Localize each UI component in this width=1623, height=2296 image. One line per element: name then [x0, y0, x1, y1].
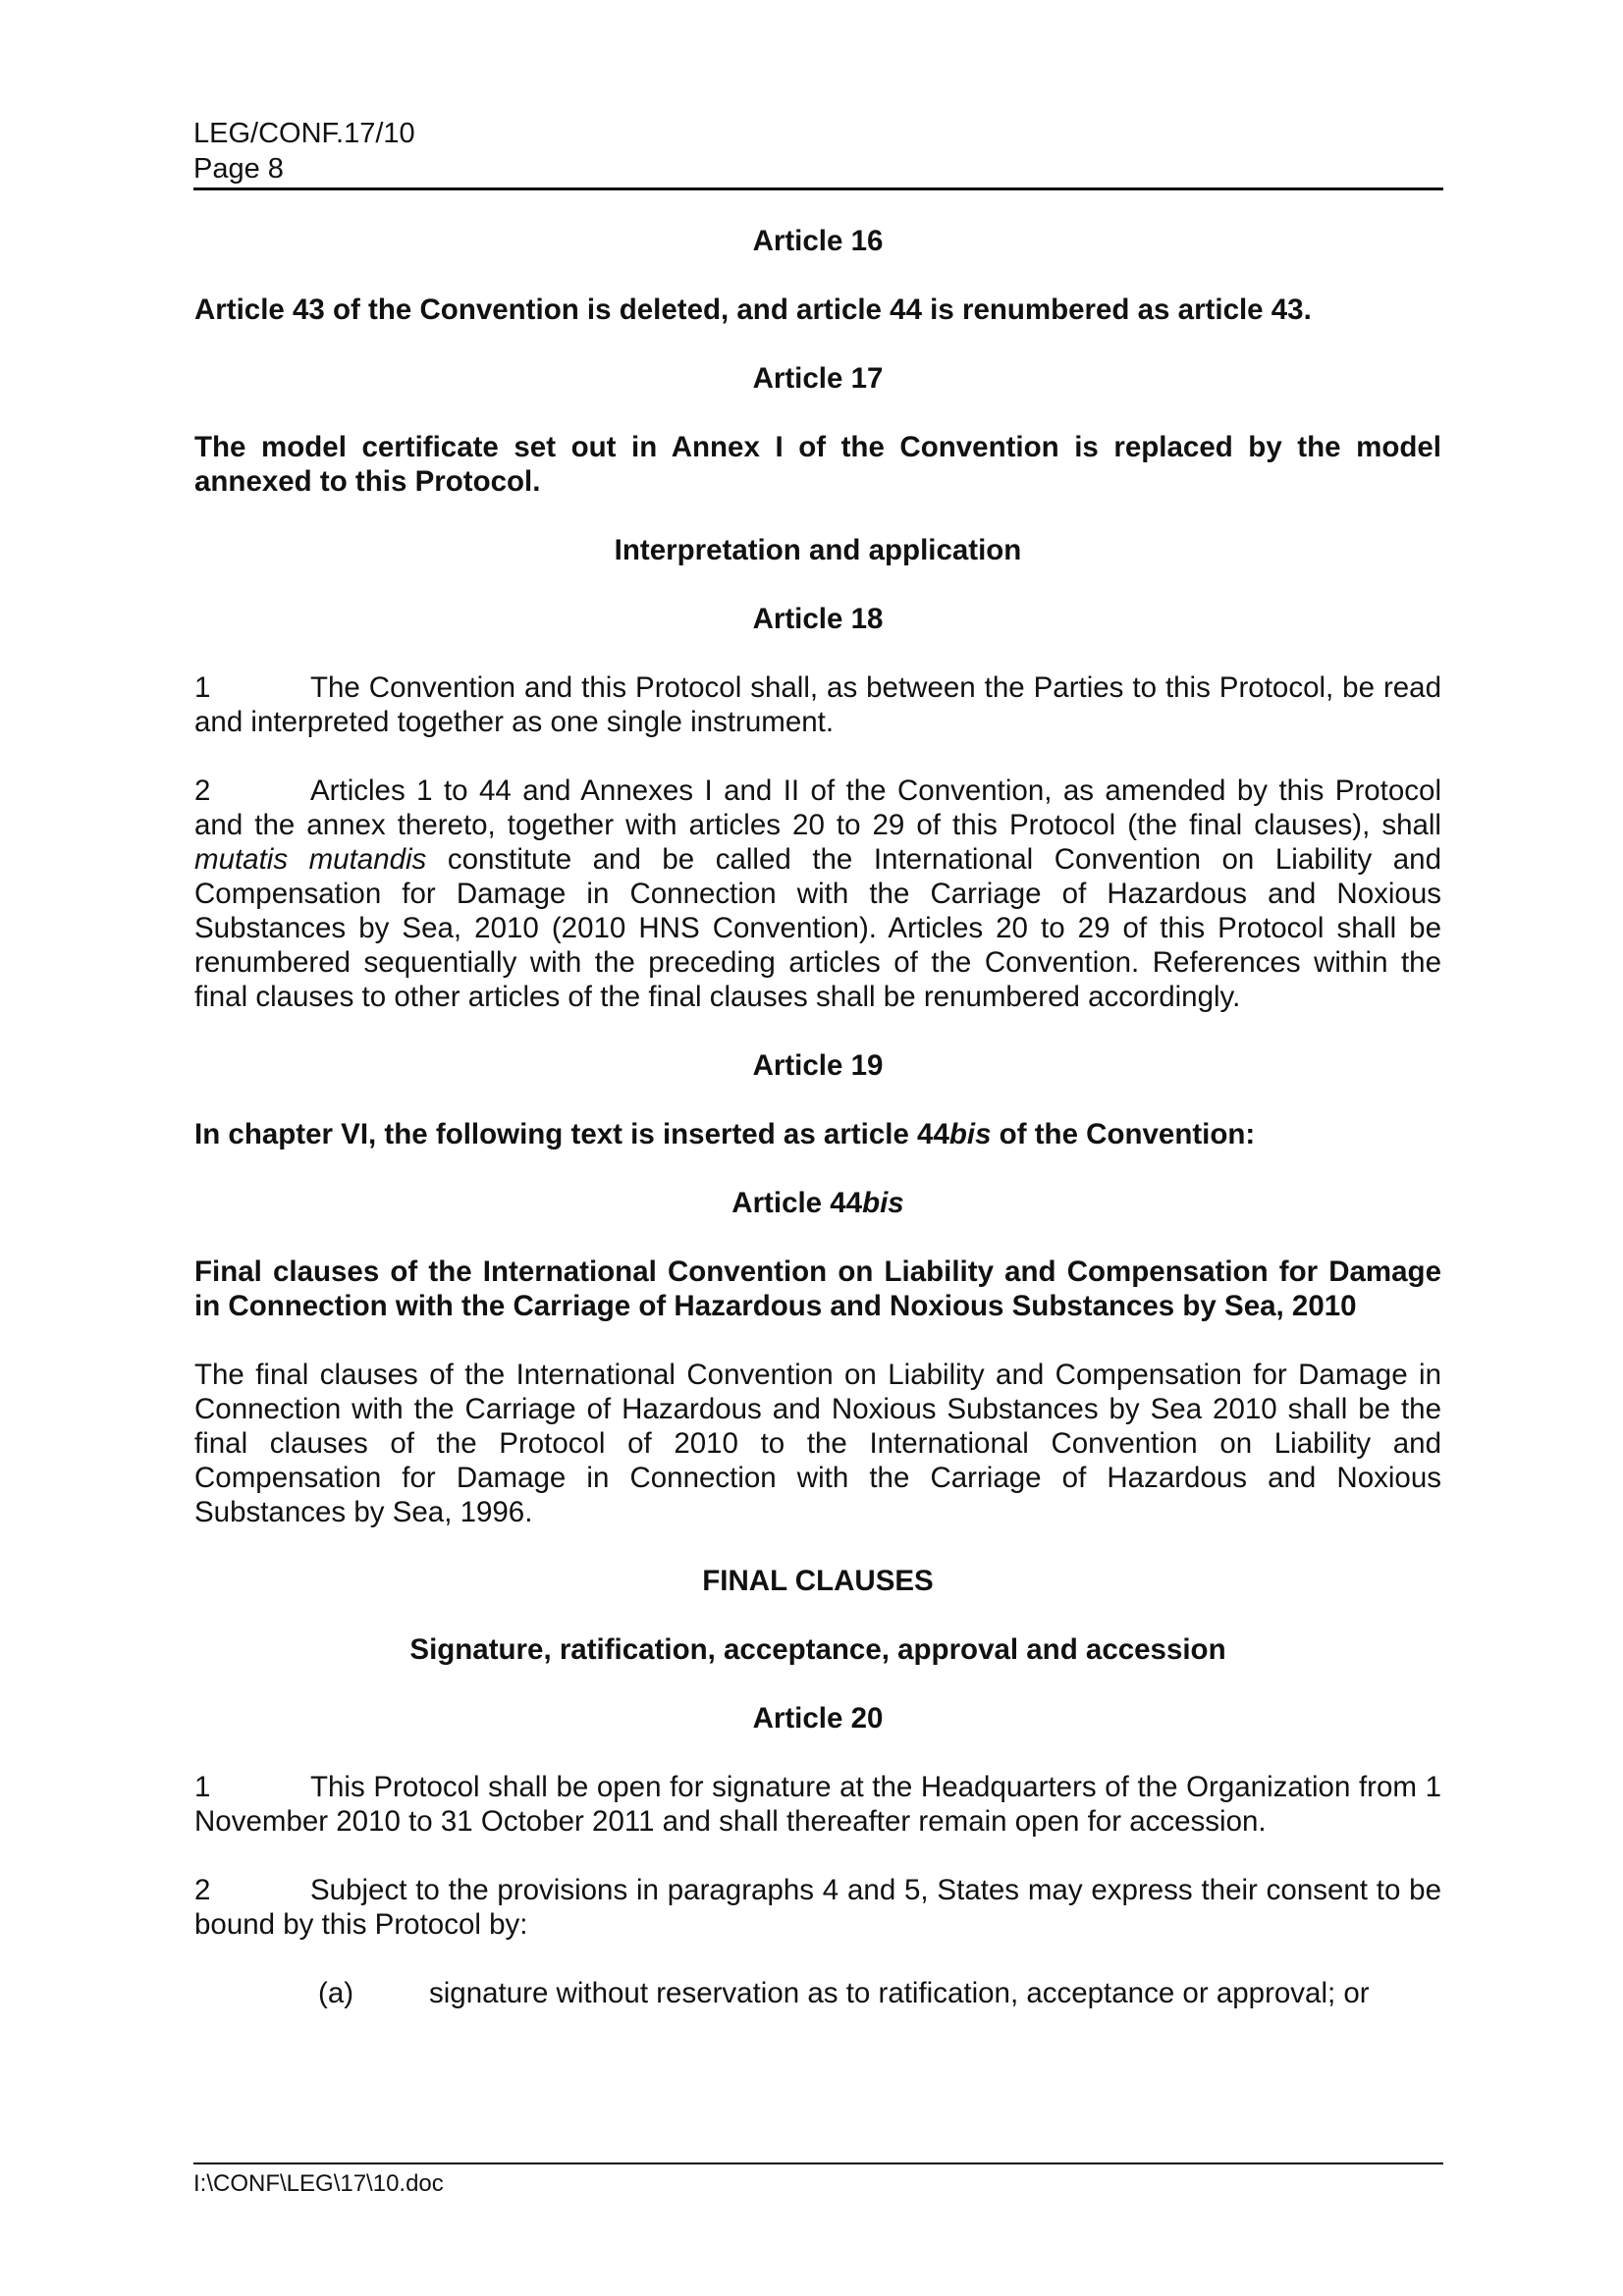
article-18-heading: Article 18 — [752, 603, 884, 635]
signature-heading: Signature, ratification, acceptance, approval and accession — [409, 1633, 1226, 1666]
paragraph-text-part-1: Articles 1 to 44 and Annexes I and II of the Convention, as amended by this Protocol and the annex thereto, together with articles 20 to 29 of this Protocol (the final clauses), shall — [194, 774, 1441, 841]
header-divider — [193, 187, 1443, 190]
article-20-heading: Article 20 — [752, 1702, 884, 1735]
footer-divider — [193, 2163, 1443, 2164]
paragraph-text: Subject to the provisions in paragraphs 4 and 5, States may express their consent to be bound by this Protocol by: — [194, 1874, 1441, 1941]
final-clauses-heading: FINAL CLAUSES — [702, 1565, 934, 1597]
article-44bis-heading — [194, 1186, 1441, 1220]
article-20-item-a — [194, 1976, 1441, 2010]
item-label: (a) — [318, 1977, 354, 2009]
paragraph-text-part-2: constitute and be called the International Convention on Liability and Compensation for Damage in Connection with the Carriage of Hazardous and Noxious Substances by Sea, 2010 (2010 HNS Convention). Articles 20 to 29 of this Protocol shall be renumbered sequentially with the preceding articles of the Convention. References within the final clauses to other articles of the final clauses shall be renumbered accordingly. — [194, 843, 1441, 1013]
item-text: signature without reservation as to ratification, acceptance or approval; or — [429, 1977, 1370, 2009]
article-16-heading: Article 16 — [752, 225, 884, 257]
article-44bis-title: Final clauses of the International Convention on Liability and Compensation for Damage in Connection with the Carriage of Hazardous and Noxious Substances by Sea, 2010 — [194, 1255, 1441, 1322]
document-body — [194, 224, 1441, 2045]
latin-phrase: mutatis mutandis — [194, 843, 427, 876]
article-16-text: Article 43 of the Convention is deleted, and article 44 is renumbered as article 43. — [194, 294, 1312, 326]
article-19-heading: Article 19 — [752, 1049, 884, 1082]
paragraph-number: 1 — [194, 1771, 211, 1803]
bis-suffix: bis — [948, 1118, 992, 1150]
article-18-paragraph-1 — [194, 670, 1441, 739]
article-19-text-part-2: of the Convention: — [991, 1118, 1256, 1150]
footer-file-path: I:\CONF\LEG\17\10.doc — [193, 2170, 444, 2197]
paragraph-number: 2 — [194, 1874, 211, 1906]
article-19-text — [194, 1117, 1441, 1151]
article-17-heading: Article 17 — [752, 362, 884, 395]
paragraph-text: This Protocol shall be open for signature at the Headquarters of the Organization from 1 November 2010 to 31 October 2011 and shall thereafter remain open for accession. — [194, 1771, 1441, 1838]
heading-text: Article 44 — [731, 1187, 863, 1219]
page-header — [193, 116, 415, 187]
article-18-paragraph-2 — [194, 774, 1441, 1014]
interpretation-heading: Interpretation and application — [614, 534, 1022, 566]
article-19-text-part-1: In chapter VI, the following text is inserted as article 44 — [194, 1118, 949, 1150]
paragraph-number: 1 — [194, 671, 211, 704]
page-number: Page 8 — [193, 153, 284, 185]
article-17-text: The model certificate set out in Annex I of the Convention is replaced by the model annexed to this Protocol. — [194, 431, 1441, 498]
bis-suffix: bis — [862, 1187, 904, 1219]
article-20-paragraph-2 — [194, 1873, 1441, 1942]
paragraph-text: The Convention and this Protocol shall, as between the Parties to this Protocol, be read and interpreted together as one single instrument. — [194, 671, 1441, 738]
article-44bis-text: The final clauses of the International Convention on Liability and Compensation for Damage in Connection with the Carriage of Hazardous and Noxious Substances by Sea 2010 shall be the final clauses of the Protocol of 2010 to the International Convention on Liability and Compensation for Damage in Connection with the Carriage of Hazardous and Noxious Substances by Sea, 1996. — [194, 1359, 1441, 1528]
paragraph-number: 2 — [194, 774, 211, 807]
document-reference: LEG/CONF.17/10 — [193, 118, 415, 149]
article-20-paragraph-1 — [194, 1770, 1441, 1839]
